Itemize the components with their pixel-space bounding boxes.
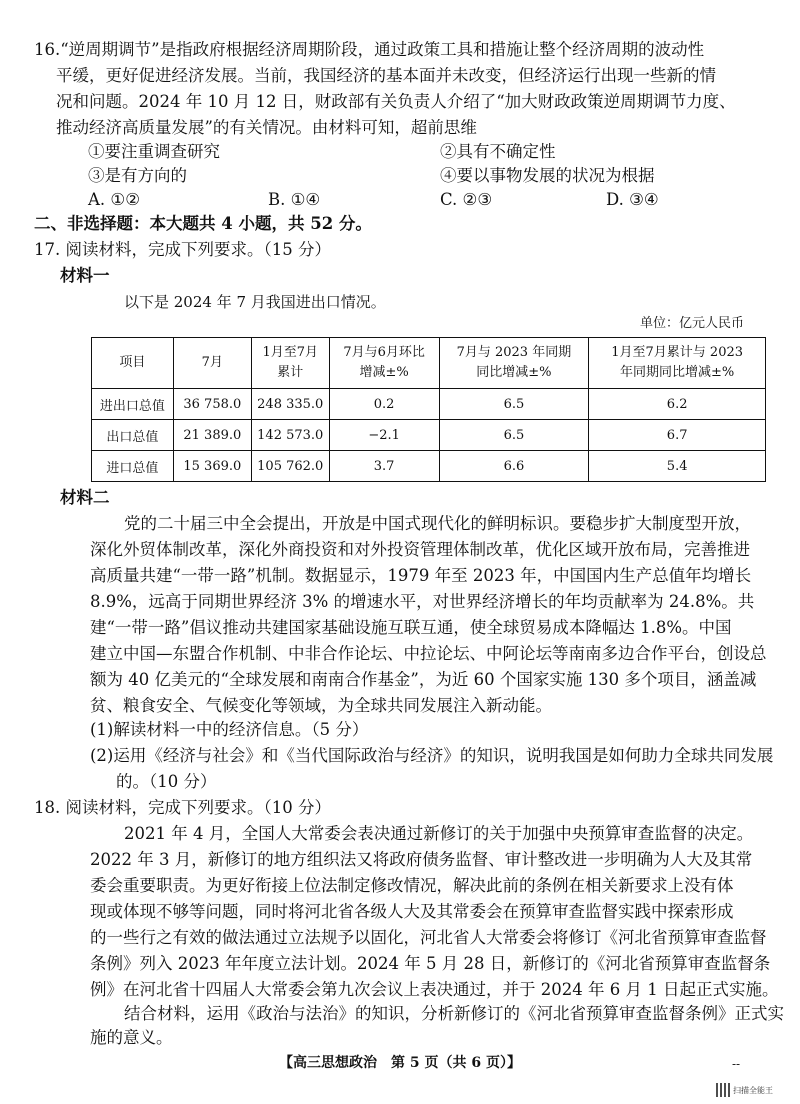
header-text: 7月与6月环比 [343, 345, 425, 360]
q17-title: 17. 阅读材料，完成下列要求。（15 分） [34, 240, 331, 259]
q17-material1-label: 材料一 [60, 266, 110, 285]
q16-choice-d: D. ③④ [606, 190, 659, 209]
table-cell: 15 369.0 [173, 451, 251, 482]
q17-material2-line: 党的二十届三中全会提出，开放是中国式现代化的鲜明标识。要稳步扩大制度型开放， [124, 514, 751, 533]
table-cell: 进口总值 [92, 451, 174, 482]
table-cell: 5.4 [589, 451, 766, 482]
scanner-watermark [716, 1082, 794, 1098]
q17-sub2-line-1: (2)运用《经济与社会》和《当代国际政治与经济》的知识，说明我国是如何助力全球共同发展 [90, 746, 774, 765]
table-cell: −2.1 [329, 420, 439, 451]
q18-line: 例》在河北省十四届人大常委会第九次会议上表决通过，并于 2024 年 6 月 1 日起正式实施。 [90, 980, 779, 999]
q18-task-line-1: 结合材料，运用《政治与法治》的知识，分析新修订的《河北省预算审查监督条例》正式实 [124, 1004, 784, 1023]
q18-line: 的一些行之有效的做法通过立法规予以固化，河北省人大常委会将修订《河北省预算审查监督 [90, 928, 767, 947]
header-text: 1月至7月 [262, 345, 319, 360]
q18-line: 2022 年 3 月，新修订的地方组织法又将政府债务监督、审计整改进一步明确为人大及其常 [90, 850, 753, 869]
table-cell: 0.2 [329, 389, 439, 420]
table-header [439, 338, 589, 389]
q18-line: 条例》列入 2023 年年度立法计划。2024 年 5 月 28 日，新修订的《河北省预算审查监督条 [90, 954, 771, 973]
table-row [92, 420, 766, 451]
q17-material2-line: 高质量共建“一带一路”机制。数据显示，1979 年至 2023 年，中国国内生产总值年均增长 [90, 566, 752, 585]
q16-choice-b: B. ①④ [268, 190, 321, 209]
q18-title: 18. 阅读材料，完成下列要求。（10 分） [34, 798, 331, 817]
q17-material2-line: 8.9%，远高于同期世界经济 3% 的增速水平，对世界经济增长的年均贡献率为 24.8%。共 [90, 592, 755, 611]
scanner-watermark-text: 扫描全能王 [733, 1085, 773, 1095]
q16-choice-c: C. ②③ [440, 190, 493, 209]
q17-material2-label: 材料二 [60, 488, 110, 507]
section-heading: 二、非选择题：本大题共 4 小题，共 52 分。 [34, 214, 372, 233]
table-cell: 6.5 [439, 420, 589, 451]
q17-material1-intro: 以下是 2024 年 7 月我国进出口情况。 [124, 293, 386, 311]
header-text: 增减±% [359, 365, 409, 380]
header-text: 累计 [277, 365, 304, 380]
q18-line: 委会重要职责。为更好衔接上位法制定修改情况，解决此前的条例在相关新要求上没有体 [90, 876, 734, 895]
table-cell: 6.2 [589, 389, 766, 420]
header-text: 年同期同比增减±% [620, 365, 735, 380]
q18-line: 现或体现不够等问题，同时将河北省各级人大及其常委会在预算审查监督实践中探索形成 [90, 902, 734, 921]
table-cell: 6.7 [589, 420, 766, 451]
header-text: 7月 [201, 355, 223, 370]
q16-line-2: 平缓，更好促进经济发展。当前，我国经济的基本面并未改变，但经济运行出现一些新的情 [56, 66, 716, 85]
q17-material2-line: 建“一带一路”倡议推动共建国家基础设施互联互通，使全球贸易成本降幅达 1.8%。中国 [90, 618, 732, 637]
header-text: 1月至7月累计与 2023 [611, 345, 744, 360]
table-cell: 248 335.0 [251, 389, 329, 420]
q16-line-1: 16.“逆周期调节”是指政府根据经济周期阶段，通过政策工具和措施让整个经济周期的波动性 [34, 40, 705, 59]
q16-item-3: ③是有方向的 [88, 166, 187, 185]
q18-task-line-2: 施的意义。 [90, 1028, 173, 1047]
header-text: 同比增减±% [476, 365, 552, 380]
header-text: 项目 [119, 355, 146, 370]
table-unit: 单位：亿元人民币 [640, 316, 745, 331]
table-header [251, 338, 329, 389]
trade-table [91, 337, 766, 482]
table-header-row [92, 338, 766, 389]
q16-choice-a: A. ①② [88, 190, 140, 209]
table-row [92, 451, 766, 482]
qr-code-icon [716, 1083, 730, 1097]
table-header [92, 338, 174, 389]
q16-item-2: ②具有不确定性 [440, 142, 556, 161]
table-header [173, 338, 251, 389]
table-cell: 142 573.0 [251, 420, 329, 451]
q17-sub2-line-2: 的。（10 分） [116, 772, 217, 791]
q17-material2-line: 深化外贸体制改革，深化外商投资和对外投资管理体制改革，优化区域开放布局，完善推进 [90, 540, 750, 559]
page-footer: 【高三思想政治 第 5 页（共 6 页）】 [279, 1055, 521, 1071]
q16-item-4: ④要以事物发展的状况为根据 [440, 166, 655, 185]
q17-material2-line: 贫、粮食安全、气候变化等领域，为全球共同发展注入新动能。 [90, 696, 552, 715]
table-cell: 21 389.0 [173, 420, 251, 451]
table-cell: 105 762.0 [251, 451, 329, 482]
footer-mark: -- [732, 1057, 741, 1071]
table-cell: 36 758.0 [173, 389, 251, 420]
table-header [329, 338, 439, 389]
table-cell: 6.5 [439, 389, 589, 420]
q16-line-3: 况和问题。2024 年 10 月 12 日，财政部有关负责人介绍了“加大财政政策逆周期调节力度、 [56, 92, 736, 111]
header-text: 7月与 2023 年同期 [456, 345, 572, 360]
table-cell: 进出口总值 [92, 389, 174, 420]
table-header [589, 338, 766, 389]
q18-line: 2021 年 4 月，全国人大常委会表决通过新修订的关于加强中央预算审查监督的决定。 [124, 824, 754, 843]
table-cell: 6.6 [439, 451, 589, 482]
table-cell: 出口总值 [92, 420, 174, 451]
table-row [92, 389, 766, 420]
q16-line-4: 推动经济高质量发展”的有关情况。由材料可知，超前思维 [56, 118, 477, 137]
q17-sub1: (1)解读材料一中的经济信息。（5 分） [90, 720, 369, 739]
q16-item-1: ①要注重调查研究 [88, 142, 220, 161]
q17-material2-line: 额为 40 亿美元的“全球发展和南南合作基金”，为近 60 个国家实施 130 多个项目，涵盖减 [90, 670, 757, 689]
table-cell: 3.7 [329, 451, 439, 482]
q17-material2-line: 建立中国—东盟合作机制、中非合作论坛、中拉论坛、中阿论坛等南南多边合作平台，创设总 [90, 644, 767, 663]
